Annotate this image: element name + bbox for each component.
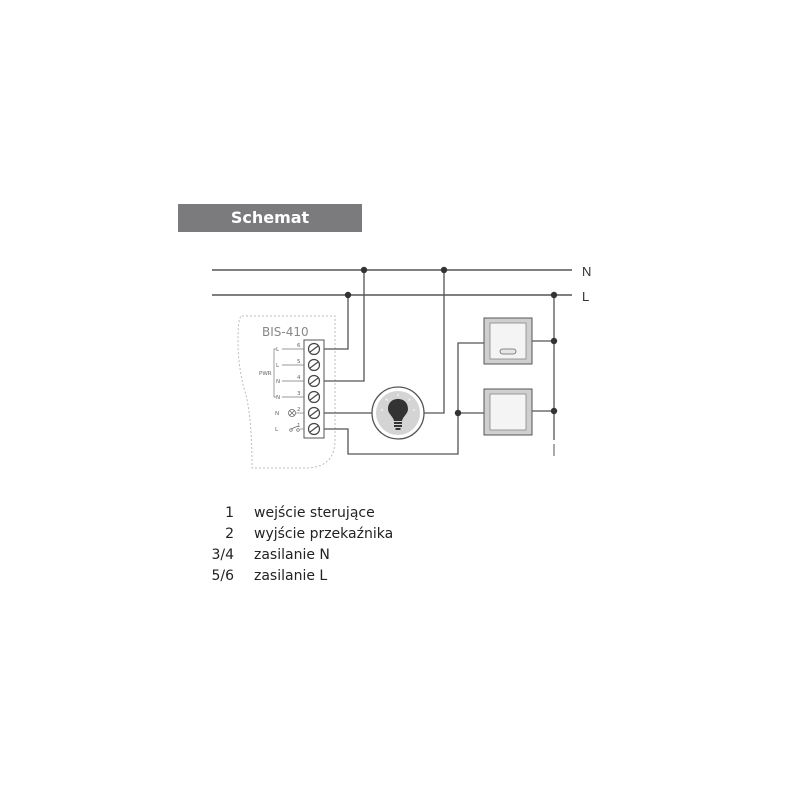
switch-contact-icon — [290, 429, 293, 432]
terminal-label-6: L — [276, 347, 280, 353]
legend-description: zasilanie L — [254, 568, 328, 584]
terminal-label-2: N — [275, 411, 280, 417]
terminal-number-2: 2 — [297, 407, 301, 413]
device-label: BIS-410 — [262, 325, 309, 339]
terminal-number-3: 3 — [297, 391, 301, 397]
legend-description: zasilanie N — [254, 547, 330, 563]
terminal-number-1: 1 — [297, 423, 301, 429]
legend-number: 3/4 — [211, 547, 234, 563]
legend-number: 5/6 — [211, 568, 234, 584]
legend-row — [190, 566, 430, 587]
legend-row — [190, 503, 430, 524]
terminal-label-3: N — [276, 395, 281, 401]
terminal-label-1: L — [275, 427, 279, 433]
legend-number: 2 — [225, 526, 234, 542]
neutral-line-label: N — [582, 264, 592, 279]
terminal-number-6: 6 — [297, 343, 301, 349]
terminal-label-4: N — [276, 379, 281, 385]
legend-number: 1 — [225, 505, 234, 521]
push-button-switch-top — [484, 318, 532, 364]
legend-description: wejście sterujące — [254, 505, 375, 521]
terminal-number-5: 5 — [297, 359, 301, 365]
pwr-label: PWR — [259, 371, 272, 377]
legend-row — [190, 524, 430, 545]
live-line-label: L — [582, 289, 590, 304]
terminal-label-5: L — [276, 363, 280, 369]
push-button-switch-bottom — [484, 389, 532, 435]
legend-row — [190, 545, 430, 566]
diagram-title: Schemat podłączenia — [178, 204, 362, 232]
light-bulb-icon — [372, 387, 424, 439]
legend-description: wyjście przekaźnika — [254, 526, 394, 542]
terminal-number-4: 4 — [297, 375, 301, 381]
terminal-legend — [190, 503, 430, 587]
